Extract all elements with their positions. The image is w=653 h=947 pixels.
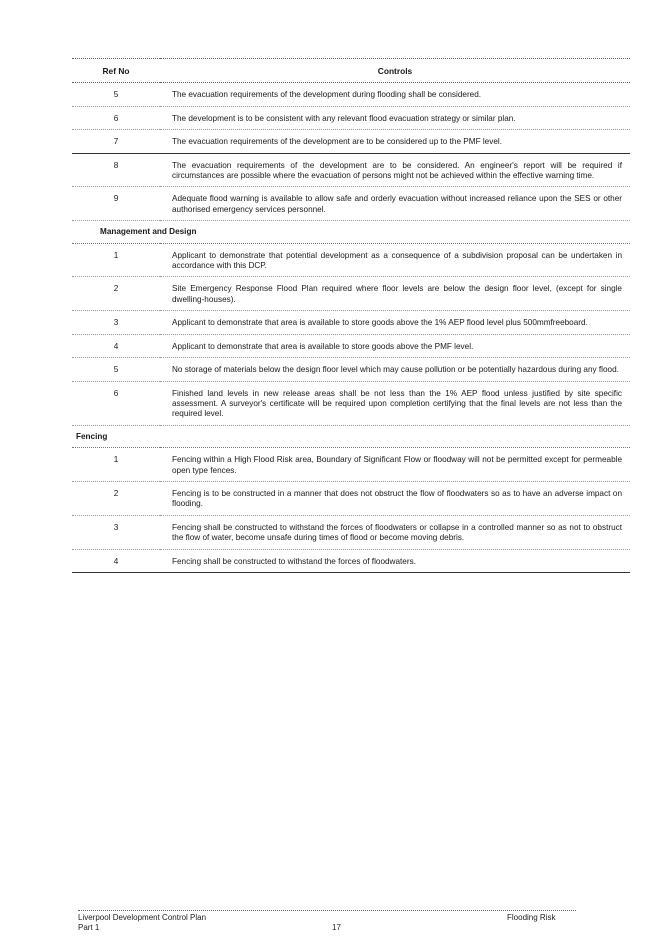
row-ref: 4 — [72, 549, 160, 572]
table-row — [72, 187, 630, 221]
header-controls: Controls — [160, 59, 630, 83]
row-control-text: The development is to be consistent with any relevant flood evacuation strategy or similar plan. — [160, 106, 630, 129]
row-ref: 4 — [72, 334, 160, 357]
row-ref: 6 — [72, 106, 160, 129]
table-row — [72, 334, 630, 357]
table-row — [72, 153, 630, 187]
table-row — [72, 311, 630, 334]
row-control-text: Adequate flood warning is available to allow safe and orderly evacuation without increased reliance upon the SES or other authorised emergency services personnel. — [160, 187, 630, 221]
table-row — [72, 381, 630, 425]
row-control-text: Fencing within a High Flood Risk area, Boundary of Significant Flow or floodway will not be permitted except for permeable open type fences. — [160, 448, 630, 482]
group-header-row — [72, 425, 630, 447]
row-ref: 2 — [72, 277, 160, 311]
table-row — [72, 277, 630, 311]
row-control-text: Fencing shall be constructed to withstand the forces of floodwaters or collapse in a controlled manner so as not to obstruct the flow of water, become unsafe during times of flood or become moving debris. — [160, 515, 630, 549]
table-row — [72, 515, 630, 549]
row-ref: 1 — [72, 448, 160, 482]
row-ref: 3 — [72, 515, 160, 549]
row-ref: 8 — [72, 153, 160, 187]
row-ref: 3 — [72, 311, 160, 334]
group-title-fencing: Fencing — [72, 425, 630, 447]
row-ref: 5 — [72, 83, 160, 106]
row-control-text: Applicant to demonstrate that area is available to store goods above the PMF level. — [160, 334, 630, 357]
table-row — [72, 448, 630, 482]
row-control-text: Site Emergency Response Flood Plan required where floor levels are below the design floor level, (except for single dwelling-houses). — [160, 277, 630, 311]
table-row — [72, 549, 630, 572]
group-title-management: Management and Design — [72, 221, 630, 243]
table-row — [72, 481, 630, 515]
row-ref: 7 — [72, 130, 160, 153]
footer-divider — [78, 910, 576, 911]
footer-doc-title: Liverpool Development Control Plan — [78, 913, 207, 922]
table-row — [72, 243, 630, 277]
flood-controls-table — [72, 58, 630, 573]
row-ref: 9 — [72, 187, 160, 221]
footer-part: Part 1 — [78, 923, 100, 932]
header-ref-no: Ref No — [72, 59, 160, 83]
row-control-text: Finished land levels in new release areas shall be not less than the 1% AEP flood unless justified by site specific assessment. A surveyor's certificate will be required upon completion certifying that the final levels are not less than the required level. — [160, 381, 630, 425]
table-row — [72, 83, 630, 106]
table-row — [72, 358, 630, 381]
row-control-text: Applicant to demonstrate that potential development as a consequence of a subdivision proposal can be undertaken in accordance with this DCP. — [160, 243, 630, 277]
footer-page-number: 17 — [332, 923, 341, 932]
group-header-row — [72, 221, 630, 243]
footer-section-title: Flooding Risk — [507, 913, 556, 922]
table-row — [72, 106, 630, 129]
table-row — [72, 130, 630, 153]
row-control-text: Fencing is to be constructed in a manner that does not obstruct the flow of floodwaters so as to have an adverse impact on flooding. — [160, 481, 630, 515]
row-ref: 5 — [72, 358, 160, 381]
row-ref: 1 — [72, 243, 160, 277]
row-control-text: The evacuation requirements of the development are to be considered up to the PMF level. — [160, 130, 630, 153]
row-ref: 6 — [72, 381, 160, 425]
row-control-text: The evacuation requirements of the development during flooding shall be considered. — [160, 83, 630, 106]
table-header-row — [72, 59, 630, 83]
row-control-text: The evacuation requirements of the development are to be considered. An engineer's report will be required if circumstances are possible where the evacuation of persons might not be achieved within the effective warning time. — [160, 153, 630, 187]
row-control-text: Applicant to demonstrate that area is available to store goods above the 1% AEP flood level plus 500mmfreeboard. — [160, 311, 630, 334]
row-control-text: Fencing shall be constructed to withstand the forces of floodwaters. — [160, 549, 630, 572]
row-ref: 2 — [72, 481, 160, 515]
row-control-text: No storage of materials below the design floor level which may cause pollution or be potentially hazardous during any flood. — [160, 358, 630, 381]
